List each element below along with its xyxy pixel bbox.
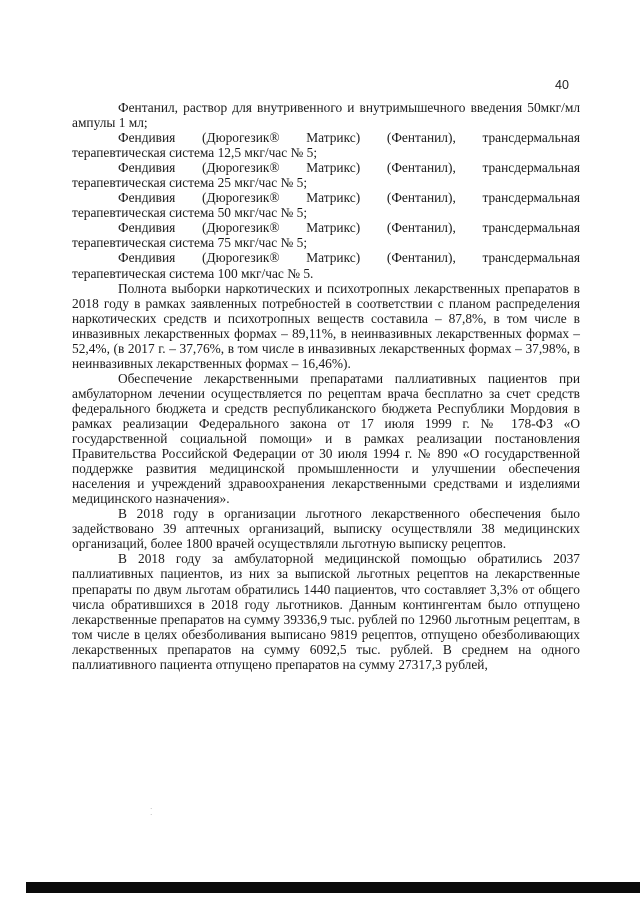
drug-entry-line	[72, 220, 580, 235]
drug-entry-word: трансдермальная	[482, 190, 580, 206]
document-body	[72, 100, 580, 672]
body-paragraph: В 2018 году за амбулаторной медицинской помощью обратились 2037 паллиативных пациентов, из них за выпиской льготных рецептов на лекарственные препараты по двум льготам обратились 1440 пациентов, что составляет 3,3% от общего числа обратившихся в 2018 году льготников. Данным контингентам было отпущено лекарственные препаратов на сумму 39336,9 тыс. рублей по 12960 льготным рецептам, в том числе в целях обезболивания выписано 9819 рецептов, отпущено обезболивающих лекарственных препаратов на сумму 6092,5 тыс. рублей. В среднем на одного паллиативного пациента отпущено препаратов на сумму 27317,3 рублей,	[72, 551, 580, 672]
drug-entry-word: Матрикс)	[306, 190, 361, 206]
body-paragraph: Полнота выборки наркотических и психотропных лекарственных препаратов в 2018 году в рамках заявленных потребностей в соответствии с планом распределения наркотических средств и психотропных веществ составила – 87,8%, в том числе в инвазивных лекарственных формах – 89,11%, в неинвазивных лекарственных формах – 52,4%, (в 2017 г. – 37,76%, в том числе в инвазивных лекарственных формах – 37,98%, в неинвазивных лекарственных формах – 16,46%).	[72, 280, 580, 371]
drug-entry-word: Фендивия	[118, 220, 176, 236]
drug-entry-word: (Дюрогезик®	[202, 250, 280, 266]
drug-entry-line	[72, 250, 580, 265]
drug-entry-word: Матрикс)	[306, 130, 361, 146]
paragraph-list	[72, 281, 580, 672]
drug-entry-line	[72, 130, 580, 145]
drug-entry-word: (Дюрогезик®	[202, 220, 280, 236]
drug-entry-line	[72, 160, 580, 175]
drug-entry-word: (Дюрогезик®	[202, 160, 280, 176]
intro-paragraph: Фентанил, раствор для внутривенного и внутримышечного введения 50мкг/мл ампулы 1 мл;	[72, 100, 580, 131]
drug-entry-word: Фендивия	[118, 160, 176, 176]
drug-entry-word: (Фентанил),	[386, 160, 456, 176]
drug-entry-continuation: терапевтическая система 25 мкг/час № 5;	[72, 175, 308, 191]
drug-entry-word: трансдермальная	[482, 220, 580, 236]
drug-entry-line	[72, 190, 580, 205]
drug-entry-continuation: терапевтическая система 50 мкг/час № 5;	[72, 205, 308, 221]
drug-entry-word: Фендивия	[118, 130, 176, 146]
drug-entry-continuation: терапевтическая система 100 мкг/час № 5.	[72, 265, 314, 281]
drug-entry-word: (Фентанил),	[386, 190, 456, 206]
drug-entry-word: Фендивия	[118, 250, 176, 266]
body-paragraph: В 2018 году в организации льготного лекарственного обеспечения было задействовано 39 аптечных организаций, выписку осуществляли 38 медицинских организаций, более 1800 врачей осуществляли льготную выписку рецептов.	[72, 506, 580, 552]
body-paragraph: Обеспечение лекарственными препаратами паллиативных пациентов при амбулаторном лечении осуществляется по рецептам врача бесплатно за счет средств федерального бюджета и средств республиканского бюджета Республики Мордовия в рамках реализации Федерального закона от 17 июля 1999 г. № 178-ФЗ «О государственной социальной помощи» и в рамках реализации постановления Правительства Российской Федерации от 30 июля 1994 г. № 890 «О государственной поддержке развития медицинской промышленности и улучшении обеспечения населения и учреждений здравоохранения лекарственными средствами и изделиями медицинского назначения».	[72, 370, 580, 507]
drug-entry-continuation: терапевтическая система 75 мкг/час № 5;	[72, 235, 308, 251]
drug-entry-word: (Фентанил),	[386, 250, 456, 266]
drug-entry-word: (Дюрогезик®	[202, 130, 280, 146]
drug-entry-word: (Дюрогезик®	[202, 190, 280, 206]
drug-entry-word: трансдермальная	[482, 130, 580, 146]
drug-list	[72, 130, 580, 280]
drug-entry-word: Матрикс)	[306, 220, 361, 236]
drug-entry-word: (Фентанил),	[386, 130, 456, 146]
scan-speck: · ·	[150, 805, 153, 819]
drug-entry-word: Матрикс)	[306, 160, 361, 176]
drug-entry-word: трансдермальная	[482, 160, 580, 176]
drug-entry-word: (Фентанил),	[386, 220, 456, 236]
drug-entry-continuation: терапевтическая система 12,5 мкг/час № 5;	[72, 145, 318, 161]
drug-entry-word: Матрикс)	[306, 250, 361, 266]
page-number: 40	[555, 78, 569, 92]
scan-edge-bar	[26, 882, 640, 893]
drug-entry-word: трансдермальная	[482, 250, 580, 266]
drug-entry-word: Фендивия	[118, 190, 176, 206]
